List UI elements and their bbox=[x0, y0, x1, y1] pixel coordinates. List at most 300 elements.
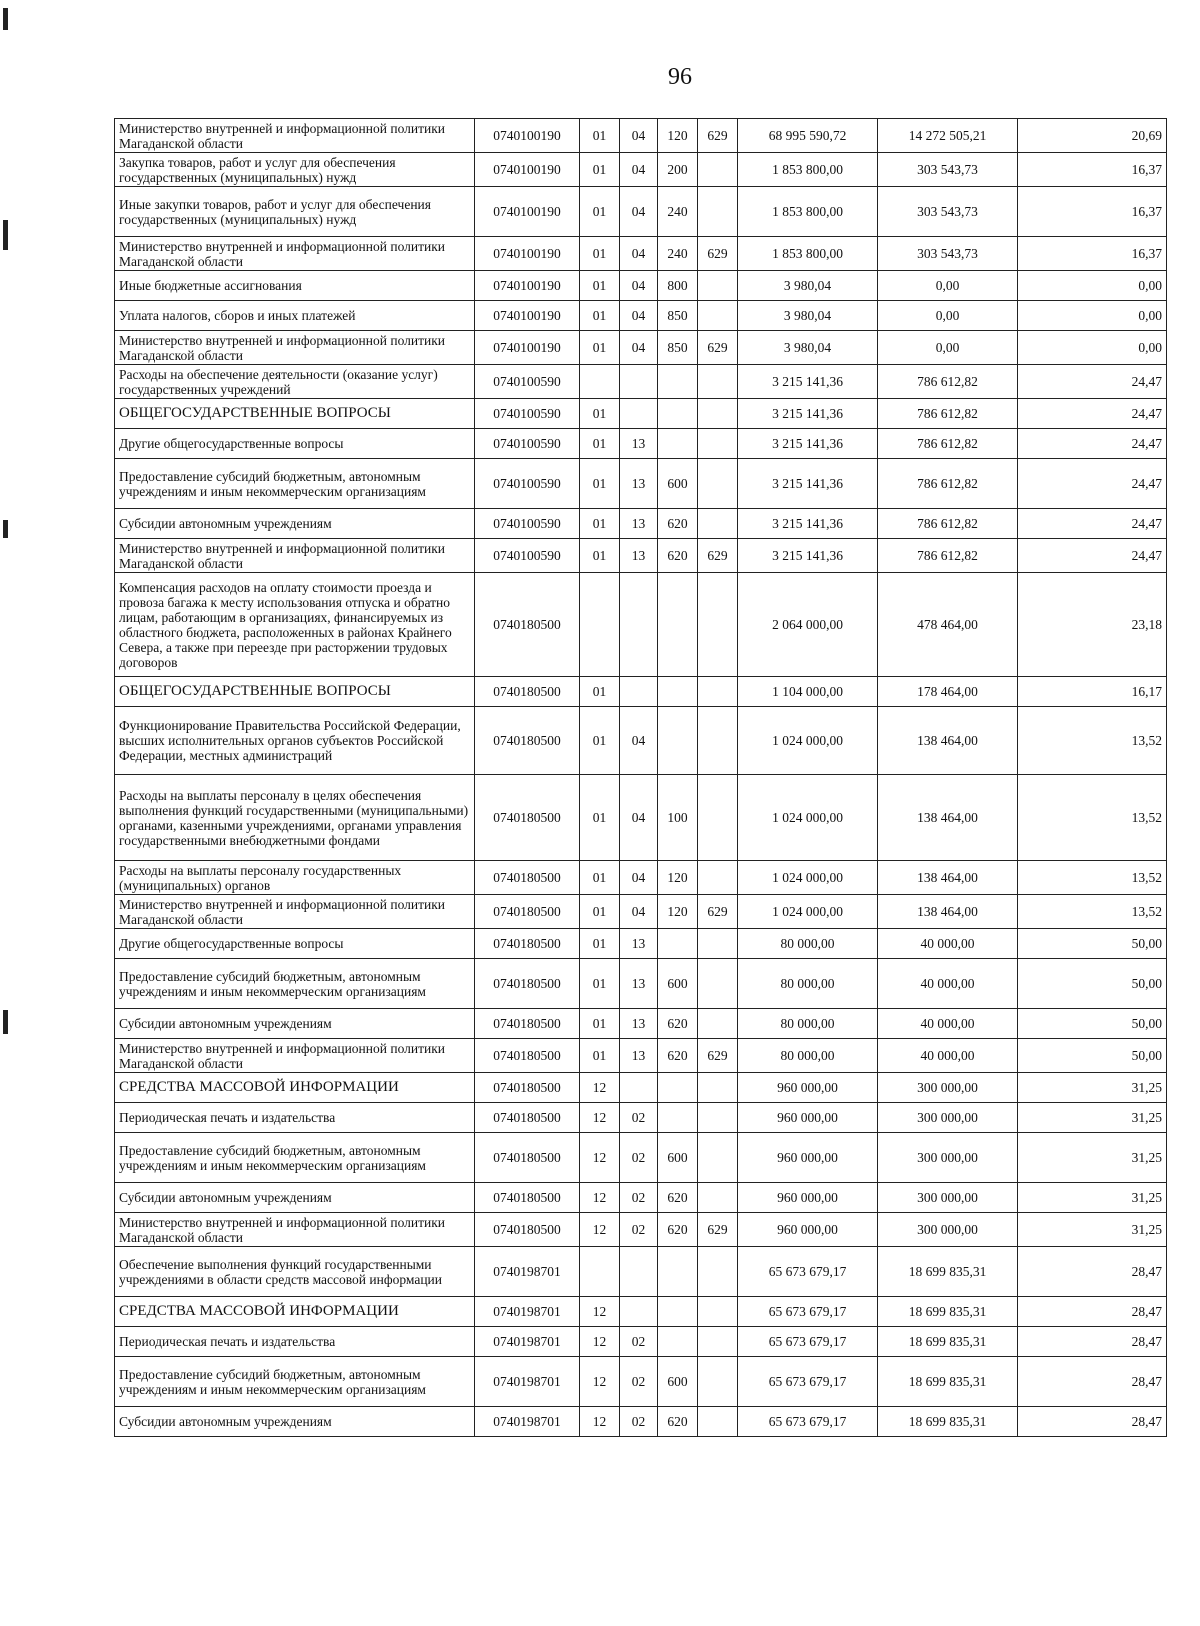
subsection-code: 02 bbox=[620, 1327, 658, 1357]
section-code bbox=[580, 365, 620, 399]
execution-percent: 31,25 bbox=[1018, 1133, 1167, 1183]
admin-code bbox=[698, 861, 738, 895]
execution-percent: 31,25 bbox=[1018, 1213, 1167, 1247]
section-code: 01 bbox=[580, 331, 620, 365]
program-code: 0740180500 bbox=[475, 1103, 580, 1133]
program-code: 0740100190 bbox=[475, 271, 580, 301]
budget-table bbox=[114, 118, 1167, 1437]
planned-amount: 3 215 141,36 bbox=[738, 509, 878, 539]
subsection-code: 13 bbox=[620, 539, 658, 573]
execution-percent: 13,52 bbox=[1018, 775, 1167, 861]
planned-amount: 960 000,00 bbox=[738, 1073, 878, 1103]
section-code: 01 bbox=[580, 119, 620, 153]
page-number: 96 bbox=[668, 64, 692, 90]
expense-type-code: 240 bbox=[658, 237, 698, 271]
expense-type-code bbox=[658, 1247, 698, 1297]
admin-code bbox=[698, 153, 738, 187]
execution-percent: 16,37 bbox=[1018, 187, 1167, 237]
section-code: 01 bbox=[580, 399, 620, 429]
program-code: 0740180500 bbox=[475, 1009, 580, 1039]
planned-amount: 1 024 000,00 bbox=[738, 861, 878, 895]
planned-amount: 960 000,00 bbox=[738, 1213, 878, 1247]
program-code: 0740180500 bbox=[475, 959, 580, 1009]
section-code: 01 bbox=[580, 895, 620, 929]
row-name: Предоставление субсидий бюджетным, автономным учреждениям и иным некоммерческим организациям bbox=[115, 459, 475, 509]
subsection-code bbox=[620, 677, 658, 707]
executed-amount: 300 000,00 bbox=[878, 1103, 1018, 1133]
admin-code bbox=[698, 1103, 738, 1133]
table-row bbox=[115, 1327, 1167, 1357]
execution-percent: 28,47 bbox=[1018, 1357, 1167, 1407]
subsection-code: 13 bbox=[620, 429, 658, 459]
admin-code bbox=[698, 775, 738, 861]
table-row bbox=[115, 707, 1167, 775]
execution-percent: 13,52 bbox=[1018, 895, 1167, 929]
program-code: 0740100590 bbox=[475, 365, 580, 399]
executed-amount: 18 699 835,31 bbox=[878, 1407, 1018, 1437]
planned-amount: 960 000,00 bbox=[738, 1103, 878, 1133]
expense-type-code: 620 bbox=[658, 1213, 698, 1247]
table-row bbox=[115, 573, 1167, 677]
expense-type-code: 620 bbox=[658, 539, 698, 573]
planned-amount: 1 853 800,00 bbox=[738, 153, 878, 187]
program-code: 0740198701 bbox=[475, 1407, 580, 1437]
program-code: 0740180500 bbox=[475, 707, 580, 775]
executed-amount: 0,00 bbox=[878, 271, 1018, 301]
program-code: 0740100590 bbox=[475, 509, 580, 539]
execution-percent: 24,47 bbox=[1018, 429, 1167, 459]
program-code: 0740100190 bbox=[475, 237, 580, 271]
section-code bbox=[580, 573, 620, 677]
table-row bbox=[115, 331, 1167, 365]
execution-percent: 31,25 bbox=[1018, 1103, 1167, 1133]
planned-amount: 3 215 141,36 bbox=[738, 365, 878, 399]
expense-type-code bbox=[658, 1103, 698, 1133]
expense-type-code bbox=[658, 365, 698, 399]
executed-amount: 138 464,00 bbox=[878, 707, 1018, 775]
program-code: 0740198701 bbox=[475, 1247, 580, 1297]
subsection-code: 02 bbox=[620, 1407, 658, 1437]
section-code: 01 bbox=[580, 775, 620, 861]
execution-percent: 50,00 bbox=[1018, 1039, 1167, 1073]
table-row bbox=[115, 1009, 1167, 1039]
subsection-code: 04 bbox=[620, 153, 658, 187]
program-code: 0740180500 bbox=[475, 1213, 580, 1247]
program-code: 0740180500 bbox=[475, 1039, 580, 1073]
subsection-code: 04 bbox=[620, 775, 658, 861]
program-code: 0740180500 bbox=[475, 775, 580, 861]
program-code: 0740100190 bbox=[475, 119, 580, 153]
admin-code bbox=[698, 677, 738, 707]
table-row bbox=[115, 1297, 1167, 1327]
execution-percent: 24,47 bbox=[1018, 399, 1167, 429]
executed-amount: 18 699 835,31 bbox=[878, 1357, 1018, 1407]
admin-code bbox=[698, 1133, 738, 1183]
expense-type-code: 200 bbox=[658, 153, 698, 187]
table-row bbox=[115, 1183, 1167, 1213]
program-code: 0740180500 bbox=[475, 861, 580, 895]
expense-type-code: 620 bbox=[658, 1009, 698, 1039]
planned-amount: 3 215 141,36 bbox=[738, 459, 878, 509]
execution-percent: 50,00 bbox=[1018, 959, 1167, 1009]
planned-amount: 3 215 141,36 bbox=[738, 539, 878, 573]
section-code: 01 bbox=[580, 707, 620, 775]
executed-amount: 18 699 835,31 bbox=[878, 1247, 1018, 1297]
subsection-code: 02 bbox=[620, 1103, 658, 1133]
table-row bbox=[115, 365, 1167, 399]
subsection-code: 04 bbox=[620, 707, 658, 775]
expense-type-code bbox=[658, 429, 698, 459]
table-row bbox=[115, 1039, 1167, 1073]
row-name: Расходы на выплаты персоналу в целях обеспечения выполнения функций государственными (муниципальными) органами, казенными учреждениями, органами управления государственными внебюджетными фондами bbox=[115, 775, 475, 861]
execution-percent: 28,47 bbox=[1018, 1247, 1167, 1297]
executed-amount: 18 699 835,31 bbox=[878, 1327, 1018, 1357]
program-code: 0740180500 bbox=[475, 1073, 580, 1103]
planned-amount: 1 104 000,00 bbox=[738, 677, 878, 707]
executed-amount: 300 000,00 bbox=[878, 1213, 1018, 1247]
expense-type-code: 620 bbox=[658, 1183, 698, 1213]
expense-type-code bbox=[658, 677, 698, 707]
subsection-code: 13 bbox=[620, 1039, 658, 1073]
row-name: Предоставление субсидий бюджетным, автономным учреждениям и иным некоммерческим организациям bbox=[115, 1357, 475, 1407]
subsection-code: 13 bbox=[620, 959, 658, 1009]
program-code: 0740180500 bbox=[475, 895, 580, 929]
table-row bbox=[115, 1247, 1167, 1297]
row-name: Закупка товаров, работ и услуг для обеспечения государственных (муниципальных) нужд bbox=[115, 153, 475, 187]
admin-code: 629 bbox=[698, 119, 738, 153]
expense-type-code bbox=[658, 1073, 698, 1103]
section-code: 01 bbox=[580, 429, 620, 459]
row-name: Иные бюджетные ассигнования bbox=[115, 271, 475, 301]
table-row bbox=[115, 1073, 1167, 1103]
expense-type-code: 850 bbox=[658, 331, 698, 365]
expense-type-code bbox=[658, 929, 698, 959]
executed-amount: 786 612,82 bbox=[878, 539, 1018, 573]
admin-code: 629 bbox=[698, 1039, 738, 1073]
row-name: Министерство внутренней и информационной политики Магаданской области bbox=[115, 119, 475, 153]
expense-type-code: 600 bbox=[658, 1133, 698, 1183]
admin-code bbox=[698, 1073, 738, 1103]
section-code: 12 bbox=[580, 1407, 620, 1437]
planned-amount: 65 673 679,17 bbox=[738, 1407, 878, 1437]
executed-amount: 0,00 bbox=[878, 301, 1018, 331]
admin-code bbox=[698, 365, 738, 399]
planned-amount: 80 000,00 bbox=[738, 929, 878, 959]
section-code: 12 bbox=[580, 1133, 620, 1183]
execution-percent: 16,37 bbox=[1018, 153, 1167, 187]
row-name: ОБЩЕГОСУДАРСТВЕННЫЕ ВОПРОСЫ bbox=[115, 399, 475, 429]
expense-type-code bbox=[658, 1297, 698, 1327]
execution-percent: 13,52 bbox=[1018, 707, 1167, 775]
table-row bbox=[115, 237, 1167, 271]
table-row bbox=[115, 775, 1167, 861]
executed-amount: 40 000,00 bbox=[878, 959, 1018, 1009]
admin-code bbox=[698, 1327, 738, 1357]
row-name: Предоставление субсидий бюджетным, автономным учреждениям и иным некоммерческим организациям bbox=[115, 959, 475, 1009]
execution-percent: 16,37 bbox=[1018, 237, 1167, 271]
execution-percent: 28,47 bbox=[1018, 1297, 1167, 1327]
row-name: Министерство внутренней и информационной политики Магаданской области bbox=[115, 539, 475, 573]
planned-amount: 1 853 800,00 bbox=[738, 187, 878, 237]
section-code: 01 bbox=[580, 301, 620, 331]
admin-code bbox=[698, 509, 738, 539]
section-code: 01 bbox=[580, 237, 620, 271]
table-row bbox=[115, 1103, 1167, 1133]
planned-amount: 3 980,04 bbox=[738, 331, 878, 365]
section-code: 12 bbox=[580, 1297, 620, 1327]
execution-percent: 50,00 bbox=[1018, 1009, 1167, 1039]
subsection-code bbox=[620, 573, 658, 677]
row-name: СРЕДСТВА МАССОВОЙ ИНФОРМАЦИИ bbox=[115, 1297, 475, 1327]
section-code: 12 bbox=[580, 1357, 620, 1407]
expense-type-code bbox=[658, 707, 698, 775]
executed-amount: 303 543,73 bbox=[878, 187, 1018, 237]
subsection-code: 13 bbox=[620, 929, 658, 959]
table-row bbox=[115, 1213, 1167, 1247]
program-code: 0740180500 bbox=[475, 573, 580, 677]
program-code: 0740100190 bbox=[475, 153, 580, 187]
admin-code bbox=[698, 1183, 738, 1213]
admin-code bbox=[698, 1247, 738, 1297]
expense-type-code: 620 bbox=[658, 1407, 698, 1437]
subsection-code: 04 bbox=[620, 861, 658, 895]
expense-type-code: 240 bbox=[658, 187, 698, 237]
planned-amount: 3 215 141,36 bbox=[738, 429, 878, 459]
section-code: 01 bbox=[580, 271, 620, 301]
executed-amount: 786 612,82 bbox=[878, 399, 1018, 429]
planned-amount: 1 024 000,00 bbox=[738, 895, 878, 929]
execution-percent: 24,47 bbox=[1018, 365, 1167, 399]
admin-code bbox=[698, 707, 738, 775]
executed-amount: 138 464,00 bbox=[878, 775, 1018, 861]
planned-amount: 1 024 000,00 bbox=[738, 707, 878, 775]
section-code: 01 bbox=[580, 1039, 620, 1073]
admin-code bbox=[698, 271, 738, 301]
section-code: 12 bbox=[580, 1103, 620, 1133]
expense-type-code: 120 bbox=[658, 119, 698, 153]
table-row bbox=[115, 959, 1167, 1009]
section-code: 12 bbox=[580, 1073, 620, 1103]
admin-code bbox=[698, 1297, 738, 1327]
expense-type-code: 800 bbox=[658, 271, 698, 301]
table-row bbox=[115, 677, 1167, 707]
table-row bbox=[115, 1407, 1167, 1437]
subsection-code: 04 bbox=[620, 187, 658, 237]
execution-percent: 24,47 bbox=[1018, 539, 1167, 573]
row-name: Министерство внутренней и информационной политики Магаданской области bbox=[115, 237, 475, 271]
row-name: Другие общегосударственные вопросы bbox=[115, 429, 475, 459]
subsection-code: 02 bbox=[620, 1133, 658, 1183]
section-code: 12 bbox=[580, 1327, 620, 1357]
execution-percent: 31,25 bbox=[1018, 1183, 1167, 1213]
row-name: Субсидии автономным учреждениям bbox=[115, 1009, 475, 1039]
planned-amount: 80 000,00 bbox=[738, 959, 878, 1009]
subsection-code: 02 bbox=[620, 1357, 658, 1407]
executed-amount: 18 699 835,31 bbox=[878, 1297, 1018, 1327]
table-row bbox=[115, 895, 1167, 929]
expense-type-code: 600 bbox=[658, 1357, 698, 1407]
execution-percent: 16,17 bbox=[1018, 677, 1167, 707]
planned-amount: 2 064 000,00 bbox=[738, 573, 878, 677]
program-code: 0740100590 bbox=[475, 539, 580, 573]
executed-amount: 303 543,73 bbox=[878, 237, 1018, 271]
expense-type-code bbox=[658, 573, 698, 677]
expense-type-code bbox=[658, 399, 698, 429]
expense-type-code bbox=[658, 1327, 698, 1357]
executed-amount: 0,00 bbox=[878, 331, 1018, 365]
admin-code: 629 bbox=[698, 1213, 738, 1247]
program-code: 0740100590 bbox=[475, 459, 580, 509]
program-code: 0740198701 bbox=[475, 1327, 580, 1357]
subsection-code: 04 bbox=[620, 331, 658, 365]
executed-amount: 138 464,00 bbox=[878, 861, 1018, 895]
table-row bbox=[115, 539, 1167, 573]
executed-amount: 786 612,82 bbox=[878, 509, 1018, 539]
row-name: Субсидии автономным учреждениям bbox=[115, 1183, 475, 1213]
table-row bbox=[115, 509, 1167, 539]
planned-amount: 80 000,00 bbox=[738, 1009, 878, 1039]
planned-amount: 1 853 800,00 bbox=[738, 237, 878, 271]
program-code: 0740100590 bbox=[475, 429, 580, 459]
subsection-code: 04 bbox=[620, 271, 658, 301]
execution-percent: 0,00 bbox=[1018, 331, 1167, 365]
row-name: Расходы на выплаты персоналу государственных (муниципальных) органов bbox=[115, 861, 475, 895]
planned-amount: 960 000,00 bbox=[738, 1133, 878, 1183]
expense-type-code: 600 bbox=[658, 459, 698, 509]
admin-code: 629 bbox=[698, 895, 738, 929]
subsection-code: 04 bbox=[620, 895, 658, 929]
section-code: 01 bbox=[580, 187, 620, 237]
section-code bbox=[580, 1247, 620, 1297]
planned-amount: 3 215 141,36 bbox=[738, 399, 878, 429]
table-row bbox=[115, 429, 1167, 459]
row-name: Субсидии автономным учреждениям bbox=[115, 1407, 475, 1437]
planned-amount: 3 980,04 bbox=[738, 271, 878, 301]
table-body bbox=[115, 119, 1167, 1437]
admin-code bbox=[698, 459, 738, 509]
admin-code: 629 bbox=[698, 237, 738, 271]
program-code: 0740100590 bbox=[475, 399, 580, 429]
row-name: Периодическая печать и издательства bbox=[115, 1327, 475, 1357]
row-name: ОБЩЕГОСУДАРСТВЕННЫЕ ВОПРОСЫ bbox=[115, 677, 475, 707]
subsection-code: 04 bbox=[620, 119, 658, 153]
admin-code bbox=[698, 301, 738, 331]
section-code: 12 bbox=[580, 1183, 620, 1213]
executed-amount: 300 000,00 bbox=[878, 1183, 1018, 1213]
executed-amount: 478 464,00 bbox=[878, 573, 1018, 677]
expense-type-code: 120 bbox=[658, 895, 698, 929]
admin-code bbox=[698, 1407, 738, 1437]
subsection-code bbox=[620, 1073, 658, 1103]
scan-edge-mark bbox=[3, 520, 8, 538]
execution-percent: 0,00 bbox=[1018, 271, 1167, 301]
planned-amount: 65 673 679,17 bbox=[738, 1247, 878, 1297]
planned-amount: 68 995 590,72 bbox=[738, 119, 878, 153]
expense-type-code: 100 bbox=[658, 775, 698, 861]
row-name: Субсидии автономным учреждениям bbox=[115, 509, 475, 539]
admin-code bbox=[698, 429, 738, 459]
execution-percent: 0,00 bbox=[1018, 301, 1167, 331]
row-name: Компенсация расходов на оплату стоимости проезда и провоза багажа к месту использования отпуска и обратно лицам, работающим в организациях, финансируемых из областного бюджета, расположенных в районах Крайнего Севера, а также при переезде при расторжении трудовых договоров bbox=[115, 573, 475, 677]
row-name: Министерство внутренней и информационной политики Магаданской области bbox=[115, 331, 475, 365]
program-code: 0740180500 bbox=[475, 929, 580, 959]
admin-code bbox=[698, 573, 738, 677]
admin-code bbox=[698, 399, 738, 429]
subsection-code: 13 bbox=[620, 459, 658, 509]
row-name: Министерство внутренней и информационной политики Магаданской области bbox=[115, 895, 475, 929]
row-name: Обеспечение выполнения функций государственными учреждениями в области средств массовой информации bbox=[115, 1247, 475, 1297]
row-name: Функционирование Правительства Российской Федерации, высших исполнительных органов субъектов Российской Федерации, местных администраций bbox=[115, 707, 475, 775]
table-row bbox=[115, 399, 1167, 429]
execution-percent: 20,69 bbox=[1018, 119, 1167, 153]
execution-percent: 31,25 bbox=[1018, 1073, 1167, 1103]
admin-code bbox=[698, 1009, 738, 1039]
execution-percent: 28,47 bbox=[1018, 1407, 1167, 1437]
execution-percent: 24,47 bbox=[1018, 459, 1167, 509]
executed-amount: 300 000,00 bbox=[878, 1073, 1018, 1103]
table-row bbox=[115, 271, 1167, 301]
executed-amount: 786 612,82 bbox=[878, 365, 1018, 399]
planned-amount: 80 000,00 bbox=[738, 1039, 878, 1073]
planned-amount: 65 673 679,17 bbox=[738, 1297, 878, 1327]
admin-code bbox=[698, 929, 738, 959]
executed-amount: 786 612,82 bbox=[878, 459, 1018, 509]
subsection-code: 02 bbox=[620, 1183, 658, 1213]
table-row bbox=[115, 1133, 1167, 1183]
executed-amount: 300 000,00 bbox=[878, 1133, 1018, 1183]
program-code: 0740180500 bbox=[475, 1183, 580, 1213]
admin-code bbox=[698, 1357, 738, 1407]
table-row bbox=[115, 459, 1167, 509]
row-name: Министерство внутренней и информационной политики Магаданской области bbox=[115, 1213, 475, 1247]
subsection-code bbox=[620, 365, 658, 399]
section-code: 01 bbox=[580, 539, 620, 573]
execution-percent: 50,00 bbox=[1018, 929, 1167, 959]
table-row bbox=[115, 929, 1167, 959]
executed-amount: 138 464,00 bbox=[878, 895, 1018, 929]
program-code: 0740100190 bbox=[475, 301, 580, 331]
planned-amount: 65 673 679,17 bbox=[738, 1327, 878, 1357]
table-row bbox=[115, 187, 1167, 237]
program-code: 0740198701 bbox=[475, 1297, 580, 1327]
execution-percent: 24,47 bbox=[1018, 509, 1167, 539]
section-code: 01 bbox=[580, 861, 620, 895]
table-row bbox=[115, 119, 1167, 153]
program-code: 0740100190 bbox=[475, 331, 580, 365]
executed-amount: 40 000,00 bbox=[878, 1009, 1018, 1039]
table-row bbox=[115, 1357, 1167, 1407]
section-code: 01 bbox=[580, 1009, 620, 1039]
executed-amount: 178 464,00 bbox=[878, 677, 1018, 707]
scan-edge-mark bbox=[3, 8, 8, 30]
executed-amount: 303 543,73 bbox=[878, 153, 1018, 187]
planned-amount: 1 024 000,00 bbox=[738, 775, 878, 861]
execution-percent: 28,47 bbox=[1018, 1327, 1167, 1357]
row-name: Расходы на обеспечение деятельности (оказание услуг) государственных учреждений bbox=[115, 365, 475, 399]
admin-code: 629 bbox=[698, 331, 738, 365]
section-code: 01 bbox=[580, 959, 620, 1009]
program-code: 0740180500 bbox=[475, 1133, 580, 1183]
subsection-code bbox=[620, 1247, 658, 1297]
subsection-code: 04 bbox=[620, 301, 658, 331]
planned-amount: 3 980,04 bbox=[738, 301, 878, 331]
admin-code: 629 bbox=[698, 539, 738, 573]
subsection-code: 13 bbox=[620, 509, 658, 539]
expense-type-code: 850 bbox=[658, 301, 698, 331]
executed-amount: 786 612,82 bbox=[878, 429, 1018, 459]
expense-type-code: 620 bbox=[658, 1039, 698, 1073]
row-name: Предоставление субсидий бюджетным, автономным учреждениям и иным некоммерческим организациям bbox=[115, 1133, 475, 1183]
